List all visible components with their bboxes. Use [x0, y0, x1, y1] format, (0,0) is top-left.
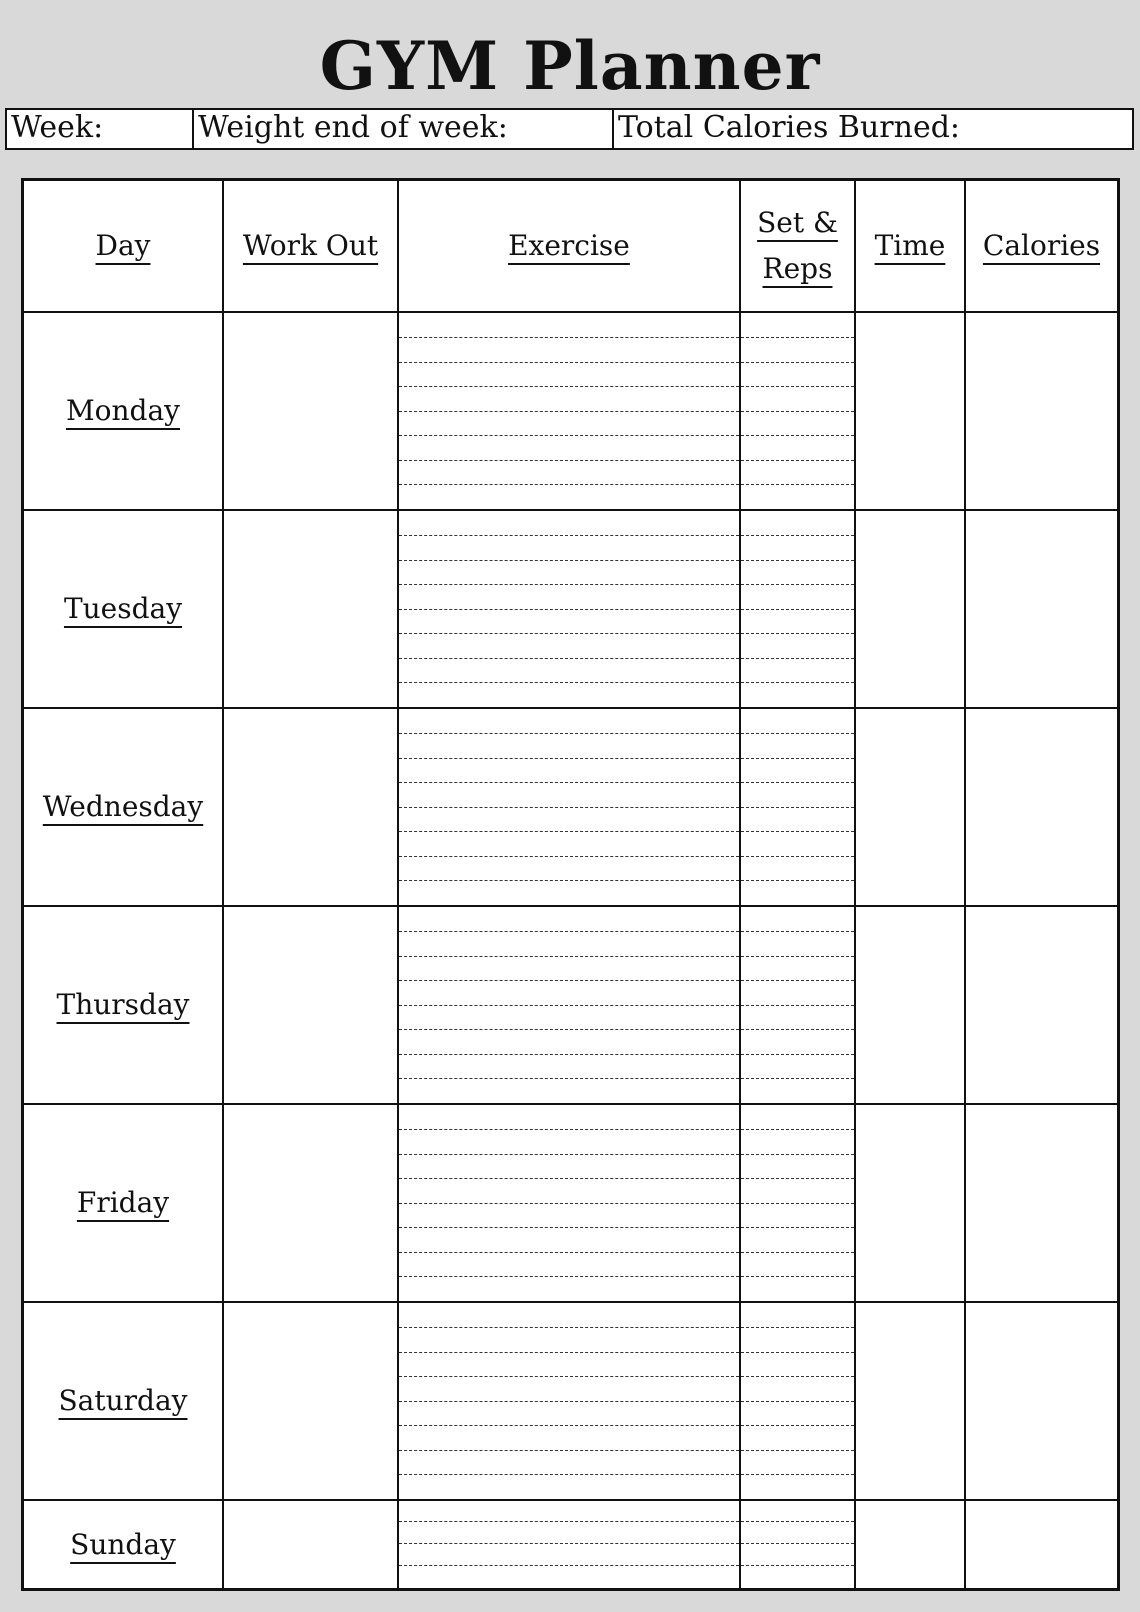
dashed-line: [741, 758, 854, 759]
time-cell-friday[interactable]: [856, 1105, 966, 1303]
exercise-cell-thursday[interactable]: [399, 907, 741, 1105]
info-bar: [5, 108, 1134, 150]
header-workout-label: Work Out: [242, 229, 379, 262]
dashed-line: [741, 658, 854, 659]
dashed-line: [399, 856, 739, 857]
dashed-line: [399, 758, 739, 759]
dashed-lines: [741, 907, 854, 1103]
weight-end-of-week-field[interactable]: Weight end of week:: [192, 110, 612, 148]
dashed-line: [741, 484, 854, 485]
header-set-reps-label: [757, 200, 838, 292]
dashed-line: [399, 1252, 739, 1253]
exercise-cell-saturday[interactable]: [399, 1303, 741, 1501]
dashed-line: [741, 1543, 854, 1544]
dashed-line: [399, 362, 739, 363]
set-reps-cell-wednesday[interactable]: [741, 709, 856, 907]
dashed-line: [741, 560, 854, 561]
dashed-line: [741, 435, 854, 436]
week-field[interactable]: Week:: [11, 110, 104, 145]
dashed-lines: [741, 1501, 854, 1588]
dashed-line: [741, 1352, 854, 1353]
dashed-line: [399, 484, 739, 485]
workout-cell-monday[interactable]: [224, 313, 399, 511]
dashed-line: [399, 1154, 739, 1155]
set-reps-cell-sunday[interactable]: [741, 1501, 856, 1588]
time-cell-sunday[interactable]: [856, 1501, 966, 1588]
dashed-line: [399, 1029, 739, 1030]
dashed-lines: [741, 511, 854, 707]
workout-cell-wednesday[interactable]: [224, 709, 399, 907]
calories-cell-sunday[interactable]: [966, 1501, 1117, 1588]
dashed-line: [399, 782, 739, 783]
dashed-lines: [741, 709, 854, 905]
dashed-line: [741, 386, 854, 387]
workout-cell-thursday[interactable]: [224, 907, 399, 1105]
dashed-line: [741, 1276, 854, 1277]
dashed-line: [741, 535, 854, 536]
page-title: GYM Planner: [319, 27, 821, 105]
time-cell-tuesday[interactable]: [856, 511, 966, 709]
dashed-line: [399, 584, 739, 585]
dashed-line: [741, 1376, 854, 1377]
set-reps-cell-friday[interactable]: [741, 1105, 856, 1303]
day-cell-thursday: [24, 907, 224, 1105]
dashed-line: [741, 1474, 854, 1475]
header-calories-label: Calories: [982, 229, 1101, 262]
dashed-line: [399, 1565, 739, 1566]
calories-cell-saturday[interactable]: [966, 1303, 1117, 1501]
dashed-line: [399, 1450, 739, 1451]
dashed-line: [741, 880, 854, 881]
header-time-label: Time: [874, 229, 946, 262]
time-cell-saturday[interactable]: [856, 1303, 966, 1501]
calories-cell-tuesday[interactable]: [966, 511, 1117, 709]
planner-table: [21, 178, 1120, 1591]
dashed-line: [399, 1054, 739, 1055]
dashed-lines: [399, 709, 739, 905]
dashed-line: [399, 956, 739, 957]
dashed-line: [741, 1005, 854, 1006]
dashed-lines: [399, 511, 739, 707]
dashed-line: [399, 1178, 739, 1179]
day-cell-monday: [24, 313, 224, 511]
dashed-line: [399, 386, 739, 387]
dashed-line: [741, 609, 854, 610]
day-label-friday: Friday: [76, 1186, 170, 1219]
header-day-label: Day: [95, 229, 151, 262]
dashed-line: [741, 362, 854, 363]
dashed-line: [741, 633, 854, 634]
set-reps-cell-thursday[interactable]: [741, 907, 856, 1105]
dashed-line: [399, 633, 739, 634]
dashed-line: [399, 1474, 739, 1475]
dashed-lines: [741, 313, 854, 509]
dashed-line: [399, 931, 739, 932]
workout-cell-tuesday[interactable]: [224, 511, 399, 709]
dashed-line: [399, 1005, 739, 1006]
day-cell-friday: [24, 1105, 224, 1303]
dashed-line: [399, 980, 739, 981]
header-set-reps-line1: Set &: [757, 206, 838, 239]
dashed-line: [399, 337, 739, 338]
workout-cell-friday[interactable]: [224, 1105, 399, 1303]
time-cell-monday[interactable]: [856, 313, 966, 511]
dashed-lines: [741, 1303, 854, 1499]
header-time: [856, 181, 966, 313]
dashed-line: [741, 1252, 854, 1253]
workout-cell-saturday[interactable]: [224, 1303, 399, 1501]
day-cell-wednesday: [24, 709, 224, 907]
dashed-line: [741, 460, 854, 461]
dashed-line: [399, 1352, 739, 1353]
dashed-line: [741, 931, 854, 932]
dashed-line: [399, 733, 739, 734]
set-reps-cell-tuesday[interactable]: [741, 511, 856, 709]
dashed-line: [399, 1227, 739, 1228]
dashed-line: [399, 411, 739, 412]
dashed-line: [741, 1425, 854, 1426]
dashed-line: [741, 1521, 854, 1522]
dashed-line: [741, 1327, 854, 1328]
dashed-line: [741, 1401, 854, 1402]
dashed-line: [741, 980, 854, 981]
dashed-line: [399, 831, 739, 832]
dashed-line: [399, 1376, 739, 1377]
dashed-line: [399, 1425, 739, 1426]
dashed-line: [399, 682, 739, 683]
exercise-cell-wednesday[interactable]: [399, 709, 741, 907]
total-calories-burned-field[interactable]: Total Calories Burned:: [612, 110, 1132, 148]
dashed-line: [741, 1178, 854, 1179]
day-cell-saturday: [24, 1303, 224, 1501]
dashed-line: [399, 1078, 739, 1079]
dashed-lines: [399, 1501, 739, 1588]
day-label-wednesday: Wednesday: [42, 790, 204, 823]
exercise-cell-monday[interactable]: [399, 313, 741, 511]
dashed-line: [741, 831, 854, 832]
workout-cell-sunday[interactable]: [224, 1501, 399, 1588]
day-label-saturday: Saturday: [58, 1384, 188, 1417]
time-cell-thursday[interactable]: [856, 907, 966, 1105]
dashed-line: [399, 1543, 739, 1544]
dashed-line: [399, 560, 739, 561]
dashed-line: [741, 1054, 854, 1055]
dashed-line: [741, 337, 854, 338]
dashed-line: [741, 733, 854, 734]
dashed-line: [399, 880, 739, 881]
day-label-tuesday: Tuesday: [63, 592, 183, 625]
calories-cell-friday[interactable]: [966, 1105, 1117, 1303]
dashed-line: [741, 1154, 854, 1155]
dashed-line: [399, 1203, 739, 1204]
dashed-line: [741, 1203, 854, 1204]
dashed-line: [741, 956, 854, 957]
dashed-line: [741, 1450, 854, 1451]
day-label-thursday: Thursday: [56, 988, 190, 1021]
dashed-line: [399, 435, 739, 436]
dashed-lines: [399, 1303, 739, 1499]
dashed-line: [741, 856, 854, 857]
dashed-lines: [399, 907, 739, 1103]
dashed-line: [399, 1327, 739, 1328]
dashed-line: [399, 658, 739, 659]
dashed-line: [399, 460, 739, 461]
exercise-cell-friday[interactable]: [399, 1105, 741, 1303]
header-exercise-label: Exercise: [508, 229, 630, 262]
dashed-line: [741, 782, 854, 783]
header-set-reps: [741, 181, 856, 313]
dashed-line: [399, 535, 739, 536]
calories-cell-monday[interactable]: [966, 313, 1117, 511]
dashed-line: [741, 411, 854, 412]
dashed-line: [399, 1401, 739, 1402]
dashed-lines: [741, 1105, 854, 1301]
dashed-lines: [399, 1105, 739, 1301]
header-set-reps-line2: Reps: [762, 252, 833, 285]
dashed-line: [741, 1029, 854, 1030]
dashed-lines: [399, 313, 739, 509]
dashed-line: [741, 682, 854, 683]
header-calories: [966, 181, 1117, 313]
day-label-monday: Monday: [66, 394, 180, 427]
dashed-line: [399, 807, 739, 808]
calories-cell-wednesday[interactable]: [966, 709, 1117, 907]
set-reps-cell-saturday[interactable]: [741, 1303, 856, 1501]
day-label-sunday: Sunday: [70, 1527, 176, 1561]
dashed-line: [399, 1276, 739, 1277]
exercise-cell-sunday[interactable]: [399, 1501, 741, 1588]
dashed-line: [741, 1129, 854, 1130]
set-reps-cell-monday[interactable]: [741, 313, 856, 511]
dashed-line: [399, 609, 739, 610]
dashed-line: [741, 584, 854, 585]
dashed-line: [741, 1227, 854, 1228]
day-cell-sunday: [24, 1501, 224, 1588]
dashed-line: [741, 807, 854, 808]
day-cell-tuesday: [24, 511, 224, 709]
calories-cell-thursday[interactable]: [966, 907, 1117, 1105]
header-workout: [224, 181, 399, 313]
header-exercise: [399, 181, 741, 313]
time-cell-wednesday[interactable]: [856, 709, 966, 907]
dashed-line: [399, 1521, 739, 1522]
exercise-cell-tuesday[interactable]: [399, 511, 741, 709]
dashed-line: [399, 1129, 739, 1130]
dashed-line: [741, 1078, 854, 1079]
dashed-line: [741, 1565, 854, 1566]
header-day: [24, 181, 224, 313]
